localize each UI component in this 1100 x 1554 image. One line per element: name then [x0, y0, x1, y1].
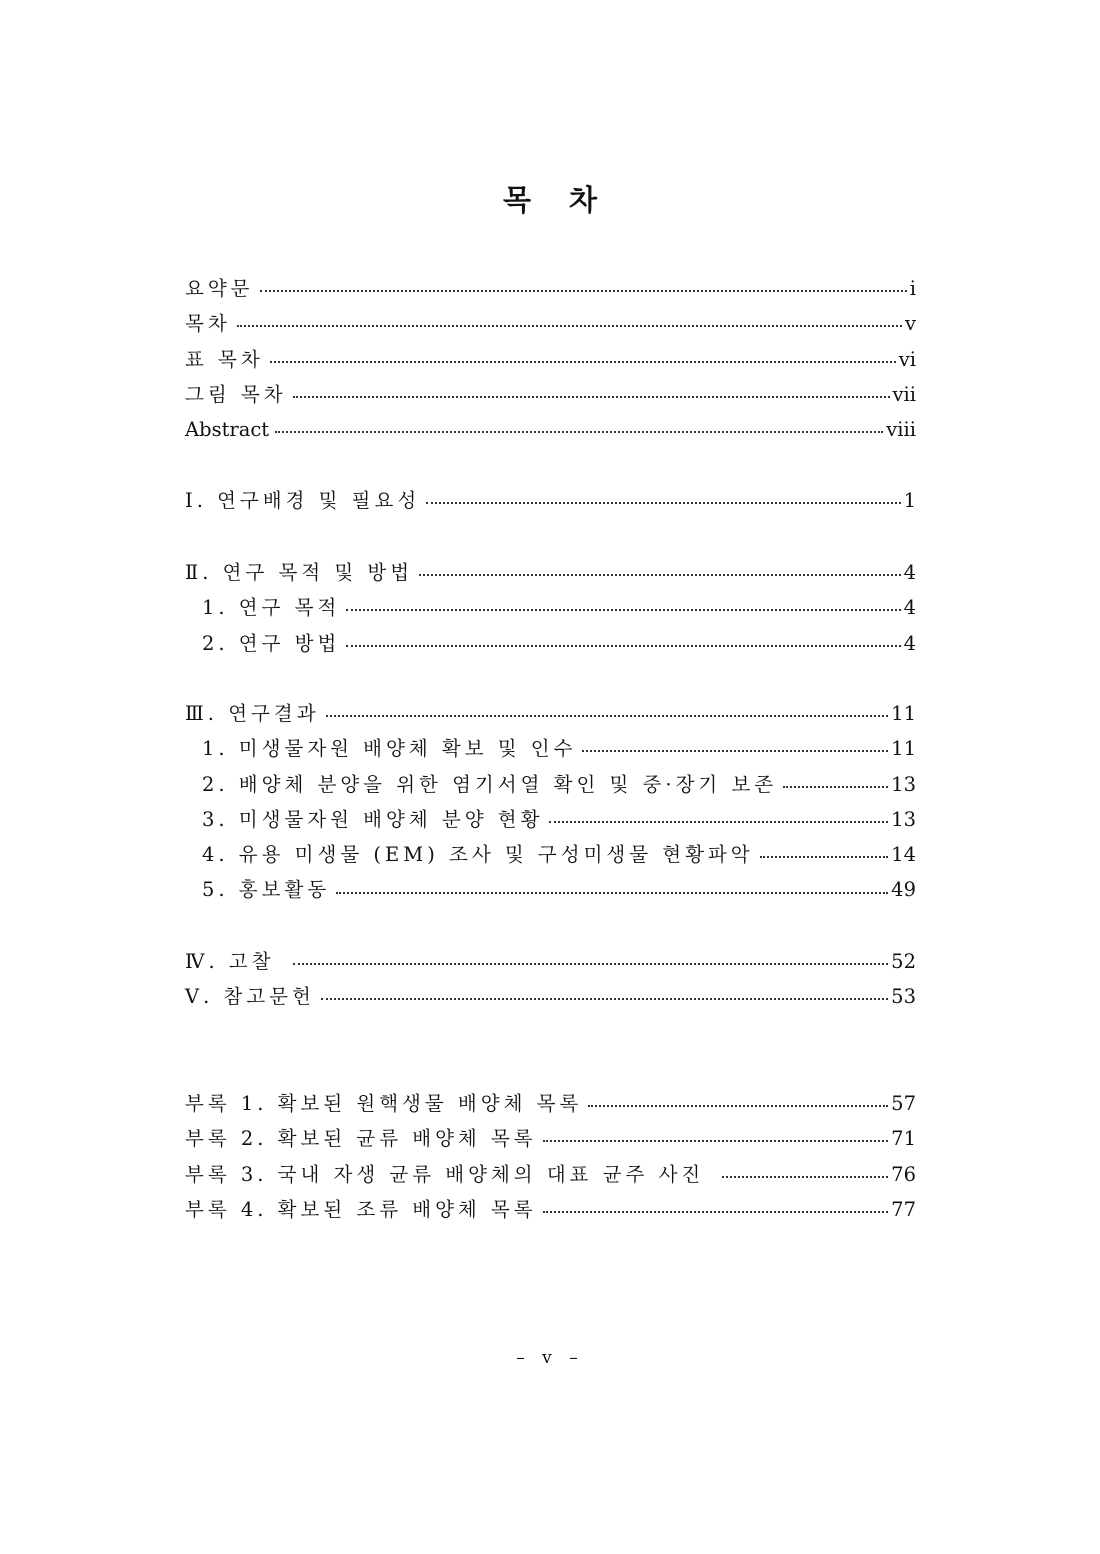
toc-entry[interactable]	[185, 1192, 916, 1227]
toc-entry-page: 11	[891, 737, 916, 761]
leader-dots	[582, 749, 888, 752]
leader-dots	[543, 1210, 889, 1213]
toc-entry-page: vi	[898, 347, 916, 371]
leader-dots	[543, 1139, 889, 1142]
toc-entry-page: i	[909, 277, 916, 300]
toc-entry-label: 2. 배양체 분양을 위한 염기서열 확인 및 중·장기 보존	[202, 772, 778, 796]
toc-entry-page: 77	[891, 1197, 916, 1221]
toc-entry-page: vii	[892, 382, 916, 406]
toc-entry-label: 5. 홍보활동	[202, 878, 331, 902]
toc-entry-page: 1	[903, 489, 916, 512]
page-number: – v –	[516, 1348, 584, 1368]
toc-entry-label: 1. 미생물자원 배양체 확보 및 인수	[202, 737, 577, 761]
leader-dots	[722, 1175, 888, 1178]
toc-entry-page: 52	[891, 950, 916, 973]
toc-group-chapter-2	[185, 555, 916, 661]
leader-dots	[293, 962, 889, 965]
toc-entry-page: 53	[891, 985, 916, 1009]
toc-group-appendices	[185, 1086, 916, 1227]
leader-dots	[321, 997, 888, 1000]
leader-dots	[270, 360, 896, 363]
leader-dots	[549, 820, 888, 823]
leader-dots	[275, 430, 883, 433]
toc-entry-label: 요약문	[185, 277, 254, 300]
toc-entry-label: 그림 목차	[185, 382, 287, 406]
toc-entry-page: 14	[891, 843, 916, 867]
toc-entry-label: 부록 2. 확보된 균류 배양체 목록	[185, 1127, 537, 1151]
leader-dots	[426, 501, 900, 504]
leader-dots	[346, 644, 900, 647]
leader-dots	[336, 891, 888, 894]
toc-entry-label: Ⅲ. 연구결과	[185, 702, 320, 725]
toc-entry-label: Ⅱ. 연구 목적 및 방법	[185, 561, 414, 584]
leader-dots	[419, 573, 900, 576]
leader-dots	[237, 324, 902, 327]
leader-dots	[326, 714, 889, 717]
leader-dots	[293, 395, 890, 398]
leader-dots	[783, 785, 888, 788]
toc-entry-page: viii	[886, 418, 916, 442]
toc-entry-page: 49	[891, 878, 916, 902]
toc-entry[interactable]	[185, 802, 916, 837]
toc-entry[interactable]	[185, 483, 916, 518]
toc-entry-label: 3. 미생물자원 배양체 분양 현황	[202, 807, 544, 831]
toc-entry[interactable]	[185, 626, 916, 661]
toc-entry[interactable]	[185, 872, 916, 907]
toc-entry[interactable]	[185, 377, 916, 412]
toc-entry[interactable]	[185, 555, 916, 590]
toc-entry-label: Ⅳ. 고찰	[185, 950, 275, 973]
toc-entry[interactable]	[185, 342, 916, 377]
toc-entry[interactable]	[185, 1121, 916, 1156]
toc-entry[interactable]	[185, 731, 916, 766]
page-title: 목 차	[502, 183, 612, 217]
toc-entry-label: 2. 연구 방법	[202, 631, 341, 655]
toc-entry-label: Abstract	[185, 418, 270, 442]
toc-entry-page: 76	[891, 1162, 916, 1186]
toc-entry-page: 4	[903, 631, 916, 655]
toc-entry-page: 4	[903, 561, 916, 584]
toc-entry-label: 1. 연구 목적	[202, 596, 341, 620]
toc-entry-label: Ⅰ. 연구배경 및 필요성	[185, 489, 421, 512]
toc-entry-page: v	[904, 312, 916, 336]
toc-group-chapter-1	[185, 483, 916, 518]
toc-entry[interactable]	[185, 979, 916, 1014]
toc-entry[interactable]	[185, 590, 916, 625]
toc-entry[interactable]	[185, 837, 916, 872]
toc-entry-page: 11	[891, 702, 916, 725]
toc-entry-label: 목차	[185, 312, 231, 336]
toc-entry-label: 부록 1. 확보된 원핵생물 배양체 목록	[185, 1092, 583, 1115]
toc-entry-page: 13	[891, 807, 916, 831]
leader-dots	[346, 608, 900, 611]
toc-entry-label: 표 목차	[185, 347, 264, 371]
toc-entry[interactable]	[185, 271, 916, 306]
toc-entry-label: 4. 유용 미생물 (EM) 조사 및 구성미생물 현황파악	[202, 843, 754, 867]
toc-group-chapter-3	[185, 696, 916, 908]
toc-entry[interactable]	[185, 944, 916, 979]
toc-entry[interactable]	[185, 767, 916, 802]
leader-dots	[588, 1104, 888, 1107]
toc-entry[interactable]	[185, 412, 916, 447]
toc-group-chapter-4-5	[185, 944, 916, 1015]
leader-dots	[260, 289, 907, 292]
toc-entry-page: 13	[891, 772, 916, 796]
toc-entry-label: Ⅴ. 참고문헌	[185, 985, 315, 1009]
toc-entry[interactable]	[185, 306, 916, 341]
toc-entry[interactable]	[185, 696, 916, 731]
toc-entry-label: 부록 3. 국내 자생 균류 배양체의 대표 균주 사진	[185, 1162, 705, 1186]
toc-entry-label: 부록 4. 확보된 조류 배양체 목록	[185, 1197, 537, 1221]
toc-entry-page: 71	[891, 1127, 916, 1151]
leader-dots	[760, 855, 889, 858]
toc-group-front-matter	[185, 271, 916, 447]
toc-entry-page: 57	[891, 1092, 916, 1115]
toc-entry-page: 4	[903, 596, 916, 620]
toc-entry[interactable]	[185, 1086, 916, 1121]
toc-entry[interactable]	[185, 1157, 916, 1192]
